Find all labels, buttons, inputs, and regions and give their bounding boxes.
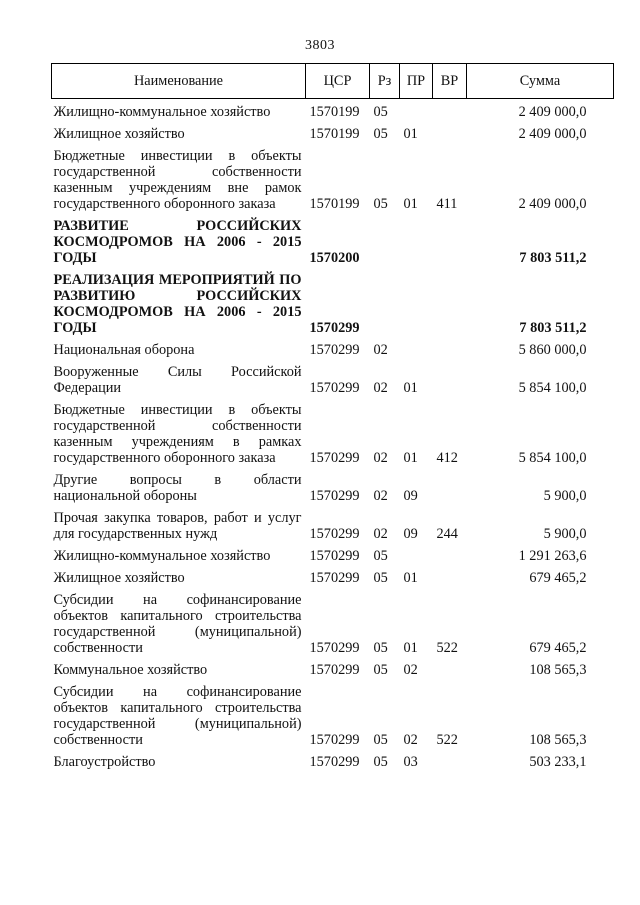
cell-pr: 09: [403, 526, 418, 542]
cell-pr: 01: [403, 196, 418, 212]
cell-csr: 1570199: [309, 126, 360, 142]
cell-name: Жилищно-коммунальное хозяйство: [53, 104, 271, 120]
cell-sum: 108 565,3: [529, 662, 587, 678]
table-row: [52, 396, 614, 466]
cell-pr: [400, 99, 433, 121]
cell-vr: [433, 212, 467, 266]
table-row: [52, 99, 614, 121]
cell-sum: 2 409 000,0: [518, 196, 587, 212]
cell-rz: 05: [373, 196, 388, 212]
column-header-pr: ПР: [400, 64, 433, 99]
column-header-vr: ВР: [433, 64, 467, 99]
table-row: [52, 656, 614, 678]
cell-csr: 1570199: [309, 196, 360, 212]
cell-vr: 411: [436, 196, 458, 212]
cell-name: Субсидии на софинансирование объектов капитального строительства государственной (муниципальной) собственности: [53, 592, 302, 656]
cell-sum: 2 409 000,0: [518, 104, 587, 120]
cell-pr: 01: [403, 450, 418, 466]
table-row: [52, 748, 614, 770]
cell-vr: [433, 120, 467, 142]
page-number: 3803: [305, 38, 335, 53]
cell-rz: 05: [373, 104, 388, 120]
cell-csr: 1570299: [309, 732, 360, 748]
cell-csr: 1570299: [309, 450, 360, 466]
cell-csr: 1570299: [309, 526, 360, 542]
cell-csr: 1570299: [309, 662, 360, 678]
cell-sum: 5 854 100,0: [518, 380, 587, 396]
cell-name: Национальная оборона: [53, 342, 195, 358]
cell-vr: [433, 266, 467, 336]
table-header-row: [52, 64, 614, 99]
cell-rz: 05: [373, 732, 388, 748]
column-header-csr: ЦСР: [306, 64, 370, 99]
cell-sum: 503 233,1: [529, 754, 587, 770]
cell-vr: [433, 656, 467, 678]
table-body: [52, 99, 614, 771]
cell-name: Жилищное хозяйство: [53, 570, 185, 586]
cell-csr: 1570299: [309, 548, 360, 564]
cell-csr: 1570299: [309, 640, 360, 656]
cell-vr: 244: [436, 526, 458, 542]
cell-pr: 02: [403, 662, 418, 678]
cell-rz: [370, 266, 400, 336]
cell-pr: 01: [403, 380, 418, 396]
cell-name: Благоустройство: [53, 754, 156, 770]
cell-rz: 05: [373, 126, 388, 142]
cell-pr: 09: [403, 488, 418, 504]
cell-csr: 1570299: [309, 342, 360, 358]
cell-name: Вооруженные Силы Российской Федерации: [53, 364, 302, 396]
cell-csr: 1570299: [309, 754, 360, 770]
cell-rz: [370, 212, 400, 266]
cell-pr: [400, 212, 433, 266]
cell-sum: 5 900,0: [543, 526, 587, 542]
cell-csr: 1570299: [309, 320, 360, 336]
table-row: [52, 504, 614, 542]
cell-sum: 5 900,0: [543, 488, 587, 504]
cell-name: Бюджетные инвестиции в объекты государственной собственности казенным учреждениям в рамках государственного оборонного заказа: [53, 402, 302, 466]
cell-sum: 5 854 100,0: [518, 450, 587, 466]
cell-sum: 7 803 511,2: [519, 250, 587, 266]
cell-name: Бюджетные инвестиции в объекты государственной собственности казенным учреждениям вне рамок государственного оборонного заказа: [53, 148, 302, 212]
table-row: [52, 678, 614, 748]
cell-pr: 02: [403, 732, 418, 748]
cell-rz: 02: [373, 380, 388, 396]
table-row: [52, 542, 614, 564]
cell-vr: [433, 564, 467, 586]
cell-name: Жилищно-коммунальное хозяйство: [53, 548, 271, 564]
cell-vr: 522: [436, 640, 458, 656]
cell-sum: 5 860 000,0: [518, 342, 587, 358]
cell-vr: [433, 748, 467, 770]
cell-rz: 02: [373, 488, 388, 504]
cell-csr: 1570299: [309, 570, 360, 586]
cell-pr: 03: [403, 754, 418, 770]
cell-vr: 522: [436, 732, 458, 748]
cell-csr: 1570199: [309, 104, 360, 120]
cell-sum: 2 409 000,0: [518, 126, 587, 142]
table-row: [52, 212, 614, 266]
cell-vr: 412: [436, 450, 458, 466]
cell-rz: 05: [373, 640, 388, 656]
table-row: [52, 142, 614, 212]
cell-rz: 05: [373, 570, 388, 586]
cell-pr: [400, 336, 433, 358]
cell-csr: 1570299: [309, 488, 360, 504]
cell-rz: 02: [373, 342, 388, 358]
cell-sum: 1 291 263,6: [518, 548, 587, 564]
cell-rz: 02: [373, 526, 388, 542]
cell-name: Субсидии на софинансирование объектов капитального строительства государственной (муниципальной) собственности: [53, 684, 302, 748]
cell-pr: 01: [403, 126, 418, 142]
column-header-sum: Сумма: [467, 64, 614, 99]
cell-sum: 7 803 511,2: [519, 320, 587, 336]
cell-vr: [433, 336, 467, 358]
cell-vr: [433, 358, 467, 396]
budget-table: [51, 63, 614, 770]
column-header-rz: Рз: [370, 64, 400, 99]
cell-sum: 679 465,2: [529, 570, 587, 586]
cell-sum: 679 465,2: [529, 640, 587, 656]
cell-pr: [400, 542, 433, 564]
cell-vr: [433, 542, 467, 564]
cell-rz: 02: [373, 450, 388, 466]
cell-pr: 01: [403, 570, 418, 586]
cell-csr: 1570299: [309, 380, 360, 396]
cell-pr: [400, 266, 433, 336]
cell-csr: 1570200: [309, 250, 360, 266]
table-row: [52, 336, 614, 358]
table-row: [52, 564, 614, 586]
table-row: [52, 466, 614, 504]
table-row: [52, 586, 614, 656]
cell-rz: 05: [373, 662, 388, 678]
cell-name: Другие вопросы в области национальной обороны: [53, 472, 302, 504]
cell-rz: 05: [373, 754, 388, 770]
table-row: [52, 358, 614, 396]
cell-name: Жилищное хозяйство: [53, 126, 185, 142]
cell-vr: [433, 99, 467, 121]
table-row: [52, 266, 614, 336]
cell-sum: 108 565,3: [529, 732, 587, 748]
cell-name: РЕАЛИЗАЦИЯ МЕРОПРИЯТИЙ ПО РАЗВИТИЮ РОССИЙСКИХ КОСМОДРОМОВ НА 2006 - 2015 ГОДЫ: [53, 272, 302, 336]
cell-pr: 01: [403, 640, 418, 656]
cell-vr: [433, 466, 467, 504]
column-header-name: Наименование: [52, 64, 306, 99]
cell-rz: 05: [373, 548, 388, 564]
cell-name: Прочая закупка товаров, работ и услуг для государственных нужд: [53, 510, 302, 542]
table-row: [52, 120, 614, 142]
cell-name: Коммунальное хозяйство: [53, 662, 208, 678]
cell-name: РАЗВИТИЕ РОССИЙСКИХ КОСМОДРОМОВ НА 2006 - 2015 ГОДЫ: [53, 218, 302, 266]
